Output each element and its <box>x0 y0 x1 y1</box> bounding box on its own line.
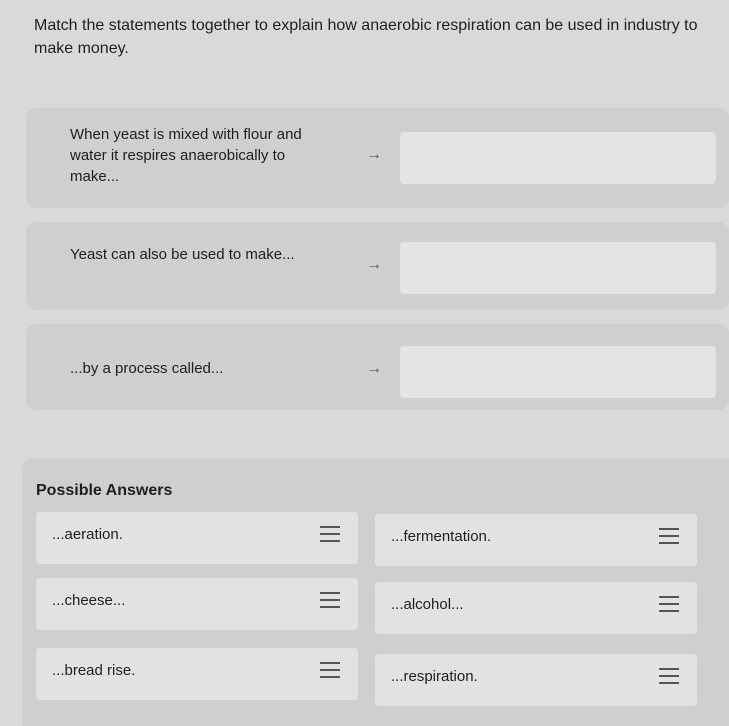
statement-3: ...by a process called... <box>70 360 224 377</box>
question-text: Match the statements together to explain how anaerobic respiration can be used in industry to make money. <box>34 17 698 57</box>
answer-card-cheese[interactable] <box>36 578 358 630</box>
drag-handle-icon[interactable] <box>659 596 679 614</box>
dropzone-3[interactable] <box>400 346 716 398</box>
dropzone-1[interactable] <box>400 132 716 184</box>
drag-handle-icon[interactable] <box>320 592 340 610</box>
answer-card-alcohol[interactable] <box>375 582 697 634</box>
answer-card-aeration[interactable] <box>36 512 358 564</box>
arrow-right-icon: → <box>366 146 382 163</box>
answer-card-respiration[interactable] <box>375 654 697 706</box>
match-row-3 <box>26 324 729 410</box>
match-row-1 <box>26 108 729 208</box>
arrow-right-icon: → <box>366 360 382 377</box>
arrow-right-icon: → <box>366 256 382 273</box>
statement-2: Yeast can also be used to make... <box>70 246 295 263</box>
possible-answers-title: Possible Answers <box>36 482 173 499</box>
dropzone-2[interactable] <box>400 242 716 294</box>
answer-label: ...cheese... <box>52 592 126 609</box>
answer-card-fermentation[interactable] <box>375 514 697 566</box>
possible-answers-panel <box>22 458 729 726</box>
drag-handle-icon[interactable] <box>659 528 679 546</box>
match-row-2 <box>26 222 729 310</box>
answer-label: ...respiration. <box>391 668 478 685</box>
answer-label: ...fermentation. <box>391 528 492 545</box>
drag-handle-icon[interactable] <box>659 668 679 686</box>
answer-label: ...aeration. <box>52 526 123 543</box>
answer-label: ...alcohol... <box>391 596 464 613</box>
statement-1: When yeast is mixed with flour and water it respires anaerobically to make... <box>70 126 302 185</box>
answer-label: ...bread rise. <box>52 662 136 679</box>
drag-handle-icon[interactable] <box>320 526 340 544</box>
drag-handle-icon[interactable] <box>320 662 340 680</box>
answer-card-bread-rise[interactable] <box>36 648 358 700</box>
